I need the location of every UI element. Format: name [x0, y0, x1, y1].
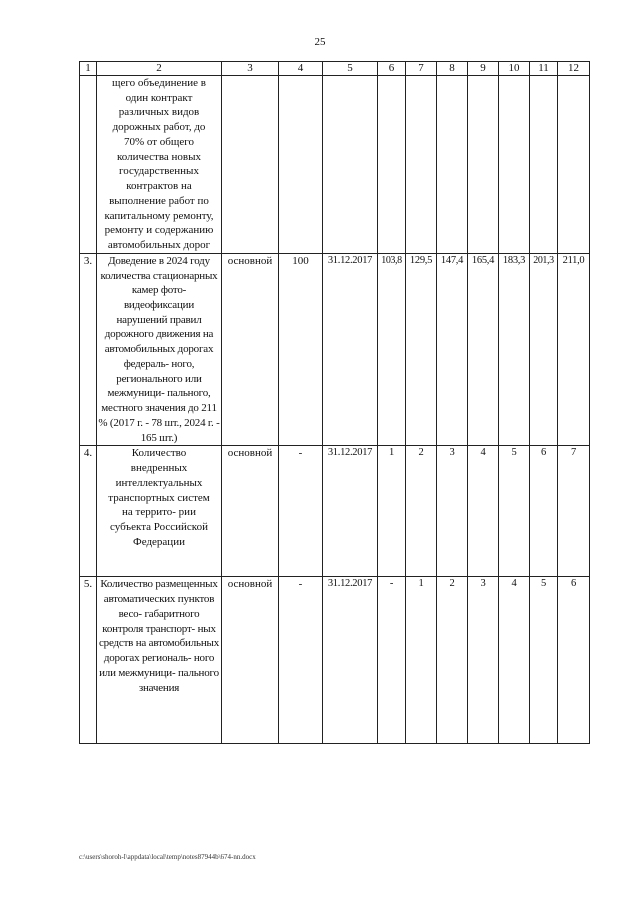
file-path-footer: c:\users\shoroh-l\appdata\local\temp\notes87944b\674-nn.docx [79, 853, 256, 861]
value-cell: 1 [378, 446, 406, 577]
empty-cell [279, 76, 323, 254]
base-value-cell: 100 [279, 253, 323, 446]
value-cell: 129,5 [406, 253, 437, 446]
empty-cell [378, 76, 406, 254]
value-cell: 211,0 [558, 253, 590, 446]
empty-cell [558, 76, 590, 254]
page-number: 25 [314, 36, 326, 48]
value-cell: 3 [468, 577, 499, 744]
empty-cell [437, 76, 468, 254]
header-cell: 5 [323, 62, 378, 76]
indicator-description: Количество размещенных автоматических пунктов весо- габаритного контроля транспорт- ных средств на автомобильных дорогах региональ- ного или межмуници- пального значения [97, 577, 222, 744]
indicator-description: Доведение в 2024 году количества стационарных камер фото- видеофиксации нарушений правил дорожного движения на автомобильных дорогах федераль- ного, регионального или межмуници- пального, местного значения до 211 % (2017 г. - 78 шт., 2024 г. - 165 шт.) [97, 253, 222, 446]
indicator-description: Количество внедренных интеллектуальных транспортных систем на террито- рии субъекта Российской Федерации [97, 446, 222, 577]
value-cell: 5 [530, 577, 558, 744]
empty-cell [499, 76, 530, 254]
value-cell: - [378, 577, 406, 744]
table-row [80, 446, 590, 577]
value-cell: 103,8 [378, 253, 406, 446]
header-cell: 7 [406, 62, 437, 76]
empty-cell [406, 76, 437, 254]
base-value-cell: - [279, 446, 323, 577]
value-cell: 2 [437, 577, 468, 744]
value-cell: 3 [437, 446, 468, 577]
header-cell: 8 [437, 62, 468, 76]
value-cell: 201,3 [530, 253, 558, 446]
indicator-type-cell: основной [222, 446, 279, 577]
value-cell: 183,3 [499, 253, 530, 446]
indicator-description: щего объединение в один контракт различных видов дорожных работ, до 70% от общего количества новых государственных контрактов на выполнение работ по капитальному ремонту, ремонту и содержанию автомобильных дорог [97, 76, 222, 254]
row-number-cell: 3. [80, 253, 97, 446]
value-cell: 6 [558, 577, 590, 744]
header-cell: 3 [222, 62, 279, 76]
table-row [80, 76, 590, 254]
table-row [80, 253, 590, 446]
empty-cell [222, 76, 279, 254]
value-cell: 147,4 [437, 253, 468, 446]
header-cell: 6 [378, 62, 406, 76]
value-cell: 2 [406, 446, 437, 577]
header-cell: 9 [468, 62, 499, 76]
empty-cell [323, 76, 378, 254]
value-cell: 7 [558, 446, 590, 577]
value-cell: 6 [530, 446, 558, 577]
base-date-cell: 31.12.2017 [323, 253, 378, 446]
header-cell: 10 [499, 62, 530, 76]
empty-cell [468, 76, 499, 254]
header-cell: 11 [530, 62, 558, 76]
empty-cell [530, 76, 558, 254]
row-number-cell: 4. [80, 446, 97, 577]
base-date-cell: 31.12.2017 [323, 446, 378, 577]
value-cell: 4 [499, 577, 530, 744]
value-cell: 5 [499, 446, 530, 577]
value-cell: 165,4 [468, 253, 499, 446]
row-number-cell: 5. [80, 577, 97, 744]
indicator-type-cell: основной [222, 577, 279, 744]
row-number-cell [80, 76, 97, 254]
header-row [80, 62, 590, 76]
header-cell: 1 [80, 62, 97, 76]
value-cell: 1 [406, 577, 437, 744]
value-cell: 4 [468, 446, 499, 577]
header-cell: 12 [558, 62, 590, 76]
header-cell: 4 [279, 62, 323, 76]
table-row [80, 577, 590, 744]
indicators-table [79, 61, 590, 744]
base-date-cell: 31.12.2017 [323, 577, 378, 744]
indicator-type-cell: основной [222, 253, 279, 446]
header-cell: 2 [97, 62, 222, 76]
base-value-cell: - [279, 577, 323, 744]
